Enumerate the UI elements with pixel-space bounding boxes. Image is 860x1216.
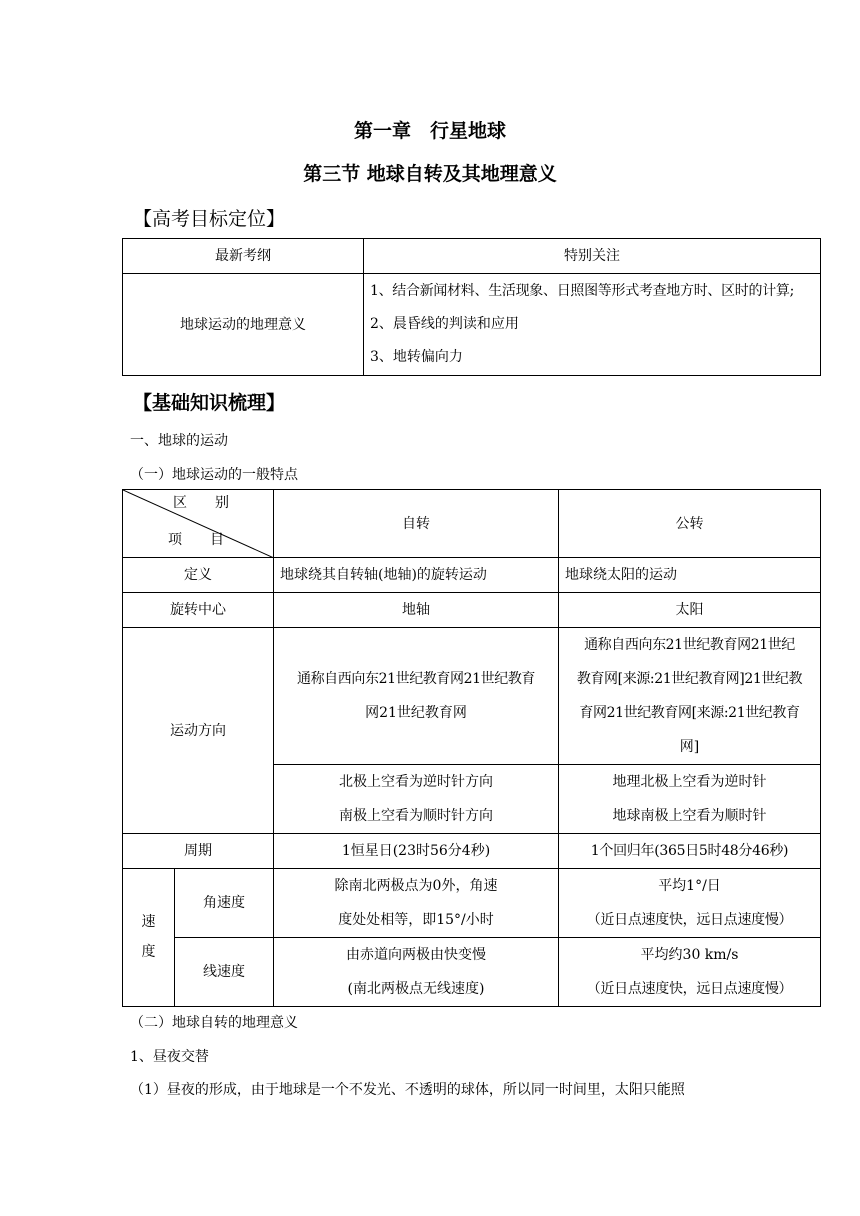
period-revolution: 1个回归年(365日5时48分46秒) — [559, 834, 821, 869]
view-rotation — [274, 765, 559, 834]
header-focus: 特别关注 — [364, 239, 821, 274]
part2-subtitle: （二）地球自转的地理意义 — [130, 1015, 298, 1031]
item1-heading: 1、昼夜交替 — [130, 1049, 209, 1065]
text-line: 北极上空看为逆时针方向 — [339, 774, 493, 790]
row-definition-label: 定义 — [123, 558, 274, 593]
speed-char: 速 — [141, 913, 156, 930]
part1-subtitle: （一）地球运动的一般特点 — [130, 467, 298, 483]
goal-heading: 【高考目标定位】 — [133, 208, 286, 230]
definition-revolution: 地球绕太阳的运动 — [559, 558, 821, 593]
speed-char: 度 — [141, 943, 156, 960]
text-line: 南极上空看为顺时针方向 — [339, 808, 493, 824]
text-line: 地球南极上空看为顺时针 — [612, 808, 767, 824]
focus-item: 1、结合新闻材料、生活现象、日照图等形式考查地方时、区时的计算; — [370, 283, 795, 299]
text-line: 平均1°/日 — [658, 878, 721, 894]
row-direction-label: 运动方向 — [123, 628, 274, 834]
row-center-label: 旋转中心 — [123, 593, 274, 628]
basics-heading: 【基础知识梳理】 — [133, 392, 286, 414]
text-line: 度处处相等，即15°/小时 — [338, 912, 494, 928]
angular-revolution — [559, 869, 821, 938]
text-line: 教育网[来源:21世纪教育网]21世纪教 — [576, 671, 803, 687]
period-rotation: 1恒星日(23时56分4秒) — [274, 834, 559, 869]
direction-revolution — [559, 628, 821, 765]
text-line: 网] — [679, 739, 700, 755]
diag-header-bottom: 项 目 — [168, 532, 224, 548]
linear-speed-label: 线速度 — [175, 938, 274, 1007]
focus-item: 3、地转偏向力 — [370, 349, 463, 365]
section-title: 第三节 地球自转及其地理意义 — [303, 163, 557, 185]
header-syllabus: 最新考纲 — [123, 239, 364, 274]
row-speed-label — [123, 869, 175, 1007]
chapter-title: 第一章 行星地球 — [353, 120, 506, 142]
center-revolution: 太阳 — [559, 593, 821, 628]
direction-rotation — [274, 628, 559, 765]
center-rotation: 地轴 — [274, 593, 559, 628]
focus-item: 2、晨昏线的判读和应用 — [370, 316, 519, 332]
col-rotation: 自转 — [274, 490, 559, 558]
text-line: 通称自西向东21世纪教育网21世纪 — [584, 637, 795, 653]
text-line: （近日点速度快，远日点速度慢） — [586, 981, 793, 997]
text-line: 由赤道向两极由快变慢 — [346, 947, 486, 963]
text-line: 平均约30 km/s — [640, 947, 739, 963]
text-line: 网21世纪教育网 — [365, 705, 467, 721]
angular-rotation — [274, 869, 559, 938]
exam-goal-table — [122, 238, 821, 376]
item1-text: （1）昼夜的形成，由于地球是一个不发光、不透明的球体，所以同一时间里，太阳只能照 — [130, 1082, 685, 1098]
diag-header-top: 区 别 — [173, 495, 229, 511]
angular-speed-label: 角速度 — [175, 869, 274, 938]
text-line: 除南北两极点为0外，角速 — [334, 878, 498, 894]
definition-rotation: 地球绕其自转轴(地轴)的旋转运动 — [274, 558, 559, 593]
text-line: （近日点速度快，远日点速度慢） — [586, 912, 793, 928]
linear-rotation — [274, 938, 559, 1007]
view-revolution — [559, 765, 821, 834]
focus-list — [364, 274, 821, 376]
linear-revolution — [559, 938, 821, 1007]
row-label: 地球运动的地理意义 — [123, 274, 364, 376]
earth-motion-table — [122, 489, 821, 1007]
text-line: (南北两极点无线速度) — [347, 981, 485, 997]
part1-title: 一、地球的运动 — [130, 433, 228, 449]
text-line: 育网21世纪教育网[来源:21世纪教育 — [579, 705, 800, 721]
text-line: 地理北极上空看为逆时针 — [612, 774, 767, 790]
text-line: 通称自西向东21世纪教育网21世纪教育 — [296, 671, 536, 687]
col-revolution: 公转 — [559, 490, 821, 558]
row-period-label: 周期 — [123, 834, 274, 869]
diagonal-header-cell — [123, 490, 274, 558]
